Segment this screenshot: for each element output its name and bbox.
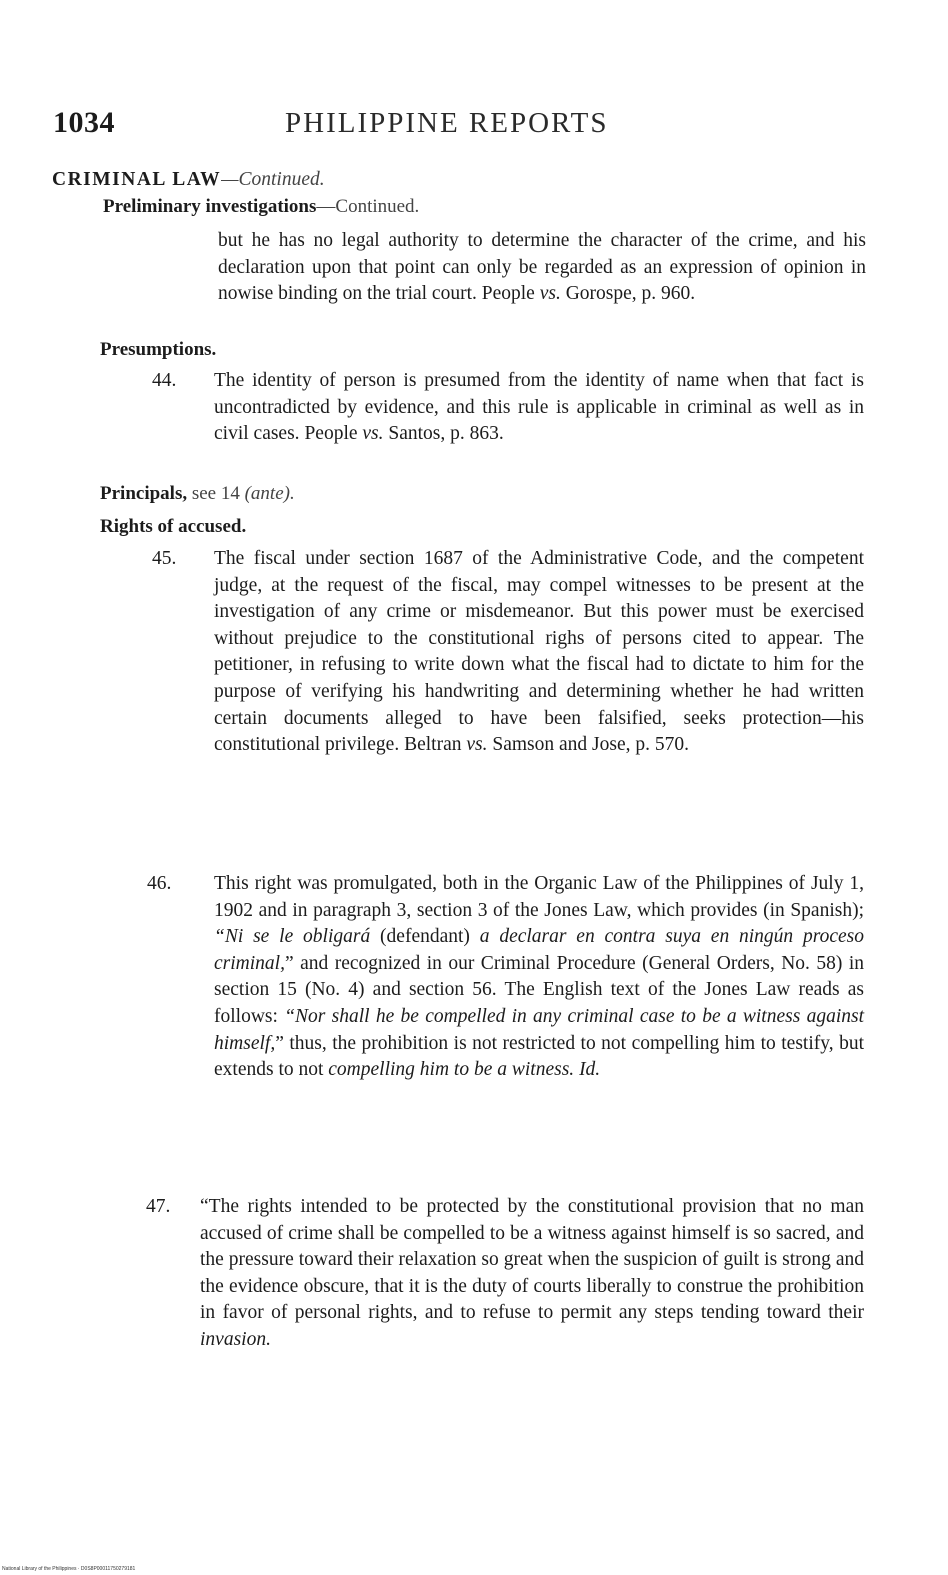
page-number: 1034 bbox=[53, 106, 115, 139]
principals-reference: see 14 bbox=[191, 483, 240, 504]
paragraph-47 bbox=[146, 1194, 864, 1354]
spanish-quote-1: “Ni se le obligará bbox=[214, 926, 371, 948]
citation-party-2: Santos, p. 863. bbox=[388, 423, 504, 445]
section-rights-of-accused: Rights of accused. bbox=[100, 516, 247, 537]
citation-vs: vs. bbox=[466, 734, 488, 756]
paragraph-number: 44. bbox=[152, 370, 177, 391]
paragraph-text-2: ” and recognized in our Criminal Procedure (General Orders, No. 58) in section 15 (No. 4) and section 56. The English text of the Jones Law reads as follows: bbox=[214, 952, 864, 1027]
english-quote-end: compelling him to be a witness. bbox=[328, 1059, 575, 1081]
continued-text: but he has no legal authority to determine the character of the crime, and his declaration upon that point can only be regarded as an expression of opinion in nowise binding on the trial court. bbox=[218, 230, 866, 305]
citation-party-1: People bbox=[304, 423, 358, 445]
paragraph-text: The fiscal under section 1687 of the Administrative Code, and the competent judge, at the request of the fiscal, may compel witnesses to be present at the investigation of any crime or misdemeanor. But this power must be exercised without prejudice to the constitutional righs of persons cited to appear. The petitioner, in refusing to write down what the fiscal had to dictate to him for the purpose of verifying his handwriting and determining whether he had written certain documents alleged to have been falsified, seeks protection—his constitutional privilege. bbox=[214, 548, 864, 756]
scan-footer: National Library of the Philippines · D0S8P00011750279181 bbox=[2, 1566, 136, 1572]
citation-id: Id. bbox=[579, 1059, 601, 1081]
section-presumptions: Presumptions. bbox=[100, 339, 217, 360]
paragraph-text-3: ” thus, the prohibition is not restricted to not compelling him to testify, but extends to not bbox=[214, 1032, 864, 1081]
citation-vs: vs. bbox=[539, 283, 561, 305]
topic-continued: —Continued. bbox=[221, 169, 325, 190]
paragraph-number: 47. bbox=[146, 1196, 171, 1217]
citation-vs: vs. bbox=[362, 423, 384, 445]
spanish-quote-2: a declarar en contra suya en ningún proceso criminal, bbox=[214, 926, 865, 974]
spanish-quote-insert: (defendant) bbox=[380, 926, 470, 948]
subtopic-continued: —Continued. bbox=[316, 196, 420, 217]
english-quote: “Nor shall he be compelled in any criminal case to be a witness against himself, bbox=[214, 1005, 865, 1054]
paragraph-46 bbox=[147, 871, 864, 1084]
citation-party-1: People bbox=[481, 283, 535, 305]
paragraph-text: “The rights intended to be protected by the constitutional provision that no man accused of crime shall be compelled to be a witness against himself is so sacred, and the pressure toward their relaxation so great when the suspicion of guilt is strong and the evidence obscure, that it is the duty of courts liberally to construe the prohibition in favor of personal rights, and to refuse to permit any steps tending toward their bbox=[200, 1196, 864, 1324]
section-principals bbox=[100, 481, 295, 508]
topic-heading bbox=[52, 167, 325, 194]
principals-ante: (ante). bbox=[244, 483, 295, 504]
topic-title: CRIMINAL LAW bbox=[52, 169, 222, 190]
paragraph-number: 45. bbox=[152, 548, 177, 569]
paragraph-last-word: invasion. bbox=[200, 1328, 271, 1350]
running-title: PHILIPPINE REPORTS bbox=[285, 107, 609, 139]
continued-paragraph bbox=[152, 228, 866, 308]
paragraph-text-1: This right was promulgated, both in the Organic Law of the Philippines of July 1, 1902 and in paragraph 3, section 3 of the Jones Law, which provides (in Spanish); bbox=[214, 873, 864, 921]
paragraph-45 bbox=[152, 546, 864, 759]
page-header bbox=[53, 106, 653, 146]
citation-party-1: Beltran bbox=[404, 734, 462, 756]
citation-party-2: Samson and Jose, p. 570. bbox=[492, 734, 689, 756]
subtopic-title: Preliminary investigations bbox=[103, 196, 317, 217]
subtopic-heading bbox=[103, 194, 419, 221]
principals-heading: Principals, bbox=[100, 483, 188, 504]
paragraph-number: 46. bbox=[147, 873, 172, 894]
paragraph-text: The identity of person is presumed from the identity of name when that fact is uncontradicted by evidence, and this rule is applicable in criminal as well as in civil cases. bbox=[214, 370, 864, 445]
paragraph-44 bbox=[152, 368, 864, 448]
citation-party-2: Gorospe, p. 960. bbox=[565, 283, 696, 305]
